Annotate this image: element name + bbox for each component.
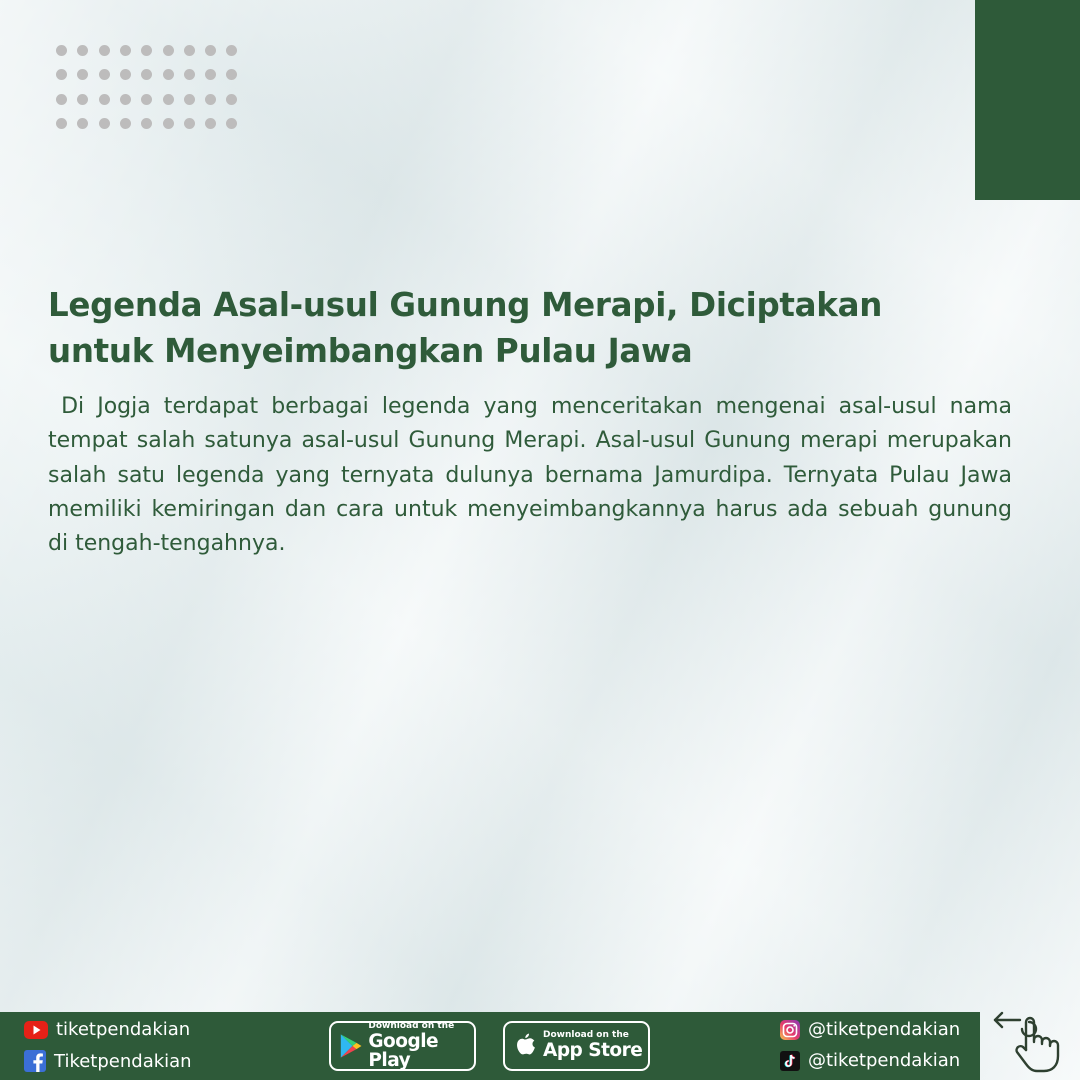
facebook-link[interactable] [24, 1050, 192, 1072]
decorative-dot [226, 69, 237, 80]
decorative-dot [184, 45, 195, 56]
decorative-dot [226, 45, 237, 56]
tiktok-link[interactable] [780, 1050, 960, 1071]
youtube-link[interactable] [24, 1019, 190, 1040]
decorative-dot [56, 69, 67, 80]
instagram-handle: @tiketpendakian [808, 1019, 961, 1040]
decorative-dot [226, 118, 237, 129]
corner-accent-block [975, 0, 1080, 200]
app-store-button[interactable] [503, 1021, 650, 1071]
decorative-dot [120, 94, 131, 105]
article-body: Di Jogja terdapat berbagai legenda yang menceritakan mengenai asal-usul nama tempat salah satunya asal-usul Gunung Merapi. Asal-usul Gunung merapi merupakan salah satu legenda yang ternyata dulunya bernama Jamurdipa. Ternyata Pulau Jawa memiliki kemiringan dan cara untuk menyeimbangkannya harus ada sebuah gunung di tengah-tengahnya. [48, 394, 1020, 557]
instagram-icon [780, 1020, 800, 1040]
decorative-dot [163, 118, 174, 129]
youtube-icon [24, 1021, 48, 1039]
decorative-dot [56, 45, 67, 56]
decorative-dot [184, 118, 195, 129]
decorative-dot [226, 94, 237, 105]
decorative-dot [99, 45, 110, 56]
youtube-handle: tiketpendakian [56, 1019, 191, 1040]
google-play-caption: Download on the [368, 1021, 455, 1031]
decorative-dot [99, 69, 110, 80]
decorative-dot [141, 69, 152, 80]
decorative-dot [120, 118, 131, 129]
decorative-dot [205, 45, 216, 56]
decorative-dot [56, 118, 67, 129]
decorative-dot [163, 94, 174, 105]
google-play-label: Google Play [368, 1031, 439, 1071]
decorative-dot [120, 45, 131, 56]
facebook-handle: Tiketpendakian [54, 1050, 192, 1072]
decorative-dot [77, 45, 88, 56]
decorative-dot [77, 94, 88, 105]
tiktok-icon [780, 1051, 800, 1071]
swipe-left-hand-icon [990, 1008, 1070, 1074]
decorative-dot [184, 69, 195, 80]
app-store-label: App Store [543, 1040, 643, 1062]
decorative-dot [99, 94, 110, 105]
app-store-caption: Download on the [543, 1030, 629, 1041]
decorative-dot [205, 69, 216, 80]
decorative-dot [205, 94, 216, 105]
decorative-dot [141, 118, 152, 129]
article-title: Legenda Asal-usul Gunung Merapi, Diciptakan untuk Menyeimbangkan Pulau Jawa [48, 286, 883, 370]
decorative-dot [77, 69, 88, 80]
google-play-icon [339, 1032, 362, 1060]
google-play-button[interactable] [329, 1021, 476, 1071]
decorative-dot [99, 118, 110, 129]
decorative-dot [163, 69, 174, 80]
decorative-dot [205, 118, 216, 129]
decorative-dot [141, 94, 152, 105]
decorative-dot [141, 45, 152, 56]
tiktok-handle: @tiketpendakian [808, 1050, 961, 1071]
facebook-icon [24, 1050, 46, 1072]
decorative-dot [56, 94, 67, 105]
decorative-dot [163, 45, 174, 56]
decorative-dot [77, 118, 88, 129]
decorative-dot [120, 69, 131, 80]
apple-icon [513, 1032, 537, 1060]
decorative-dot-grid [56, 45, 238, 127]
decorative-dot [184, 94, 195, 105]
instagram-link[interactable] [780, 1019, 960, 1040]
